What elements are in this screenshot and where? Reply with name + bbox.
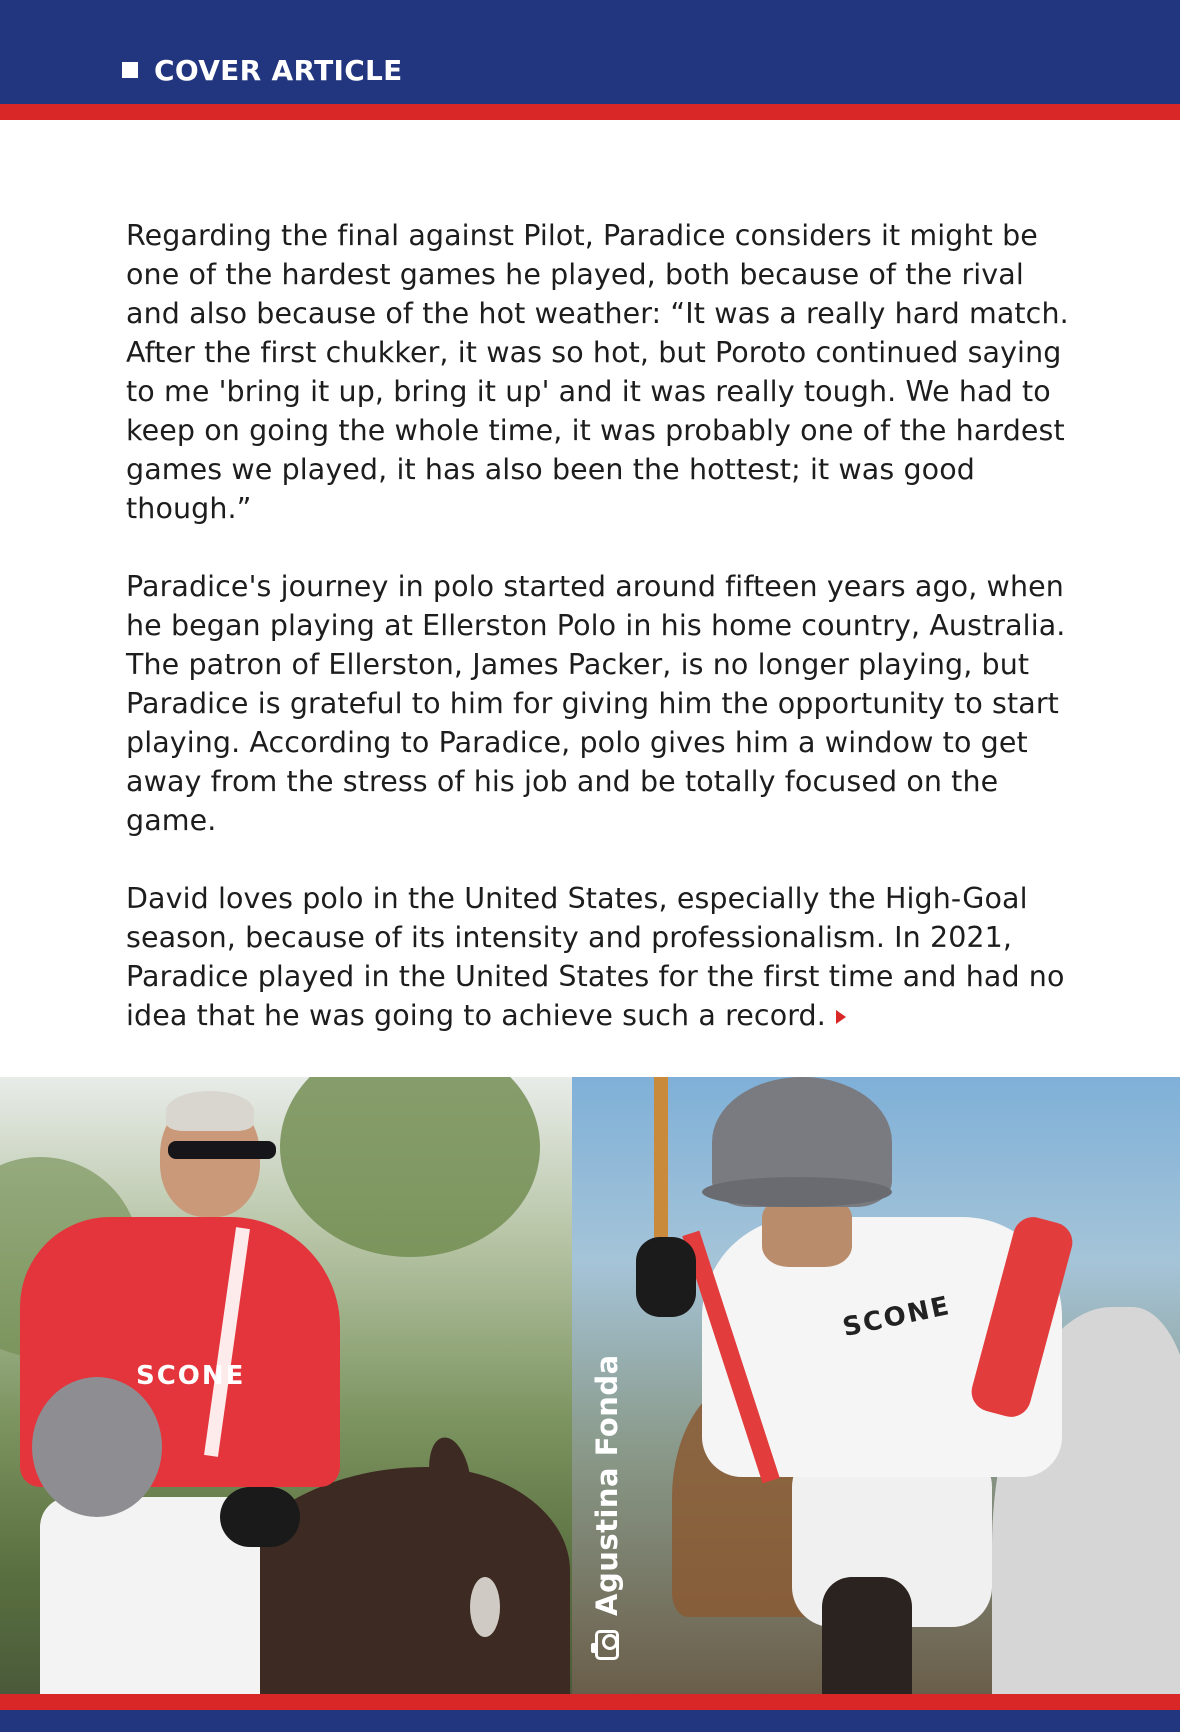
camera-icon xyxy=(595,1630,619,1660)
footer-bar xyxy=(0,1710,1180,1732)
rider-hair xyxy=(166,1091,254,1131)
helmet-brim xyxy=(702,1177,892,1207)
article-paragraph xyxy=(126,879,1086,1035)
article-paragraph: Regarding the final against Pilot, Paradice considers it might be one of the hardest games he played, both because of the rival and also because of the hot weather: “It was a really hard match. After the first chukker, it was so hot, but Poroto continued saying to me 'bring it up, bring it up' and it was really tough. We had to keep on going the whole time, it was probably one of the hardest games we played, it has also been the hottest; it was good though.” xyxy=(126,219,1069,525)
shirt-text: SCONE xyxy=(840,1290,954,1344)
square-bullet-icon xyxy=(122,62,138,78)
header-red-stripe xyxy=(0,104,1180,120)
tree-foliage xyxy=(280,1077,540,1257)
article-body xyxy=(126,216,1086,1074)
glove xyxy=(220,1487,300,1547)
sunglasses xyxy=(168,1141,276,1159)
rider-face xyxy=(762,1197,852,1267)
shirt-text: SCONE xyxy=(136,1361,246,1391)
article-paragraph-text: David loves polo in the United States, especially the High-Goal season, because of its intensity and professionalism. In 2021, Paradice played in the United States for the first time and had no idea that he was going to achieve such a record. xyxy=(126,882,1065,1032)
footer-red-stripe xyxy=(0,1694,1180,1710)
continue-arrow-icon xyxy=(836,1010,846,1024)
glove xyxy=(636,1237,696,1317)
helmet xyxy=(32,1377,162,1517)
photo-player-right xyxy=(572,1077,1180,1694)
article-paragraph: Paradice's journey in polo started around fifteen years ago, when he began playing at Ellerston Polo in his home country, Australia. The patron of Ellerston, James Packer, is no longer playing, but Paradice is grateful to him for giving him the opportunity to start playing. According to Paradice, polo gives him a window to get away from the stress of his job and be totally focused on the game. xyxy=(126,570,1066,837)
rider-boot xyxy=(822,1577,912,1694)
section-label xyxy=(122,50,403,90)
photo-credit-text: Agustina Fonda xyxy=(590,1354,624,1616)
horse-blaze xyxy=(470,1577,500,1637)
photo-player-left xyxy=(0,1077,572,1694)
section-label-text: COVER ARTICLE xyxy=(154,53,403,87)
